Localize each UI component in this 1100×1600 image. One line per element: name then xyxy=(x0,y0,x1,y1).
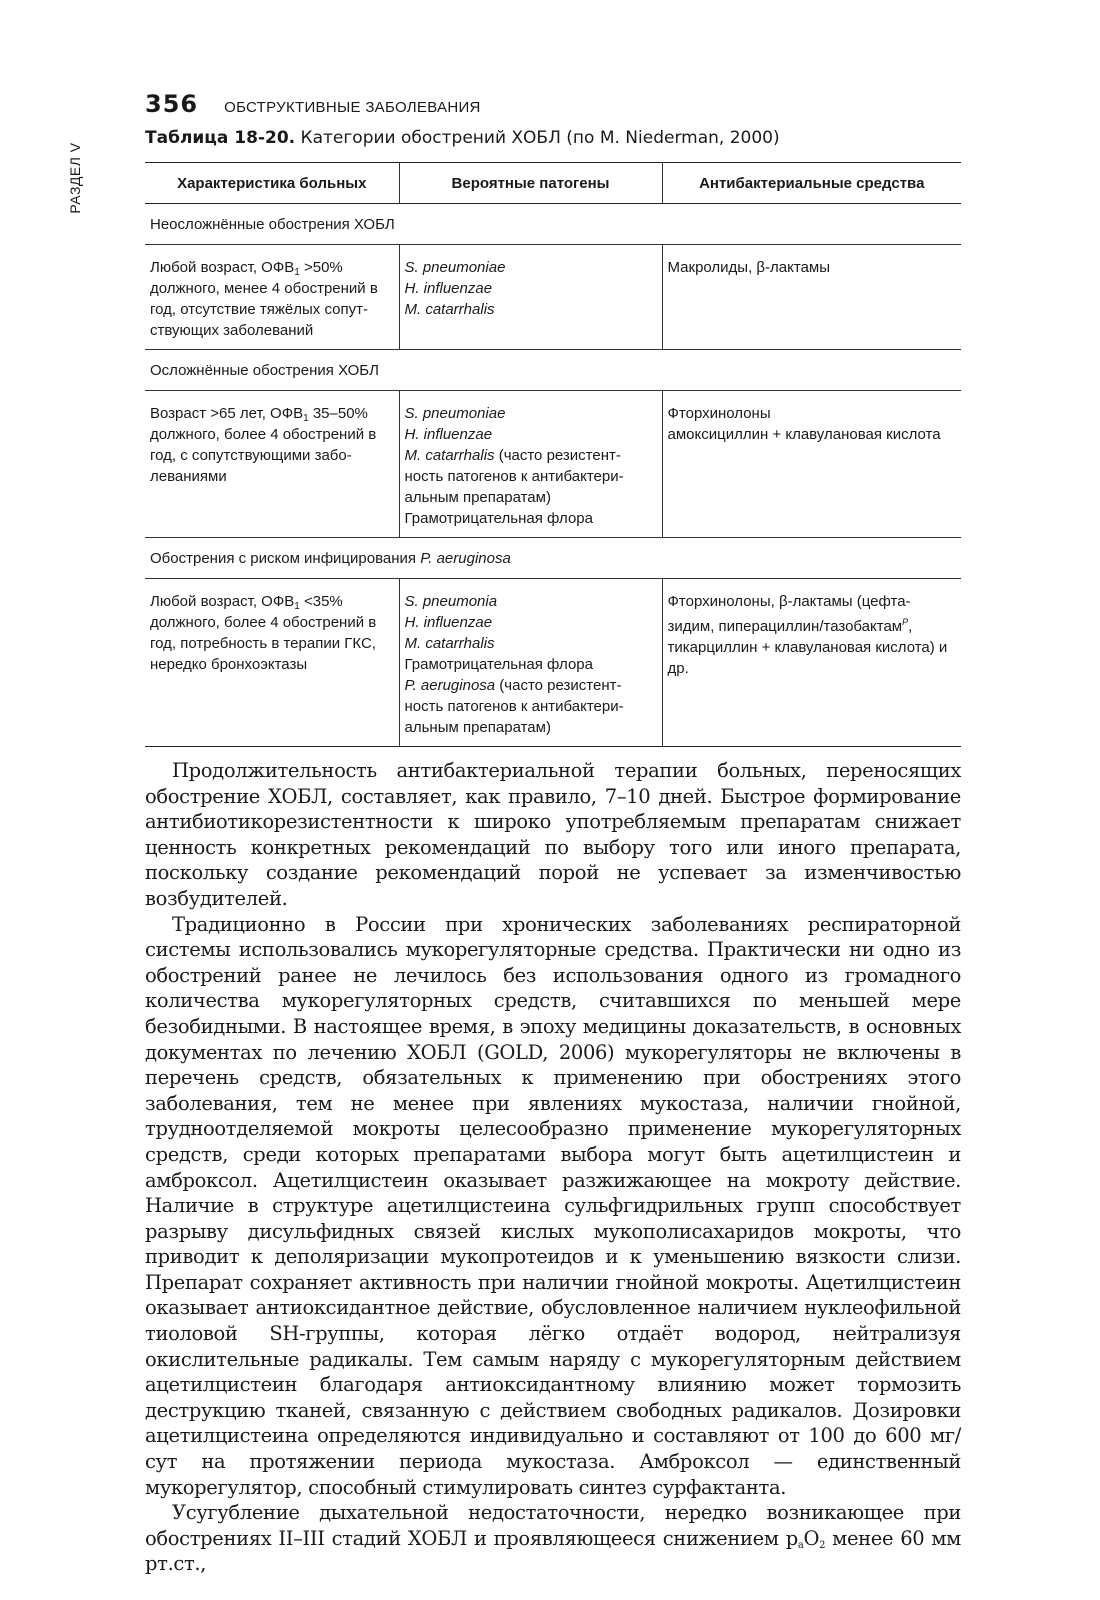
agents-cell: Фторхинолоны, β-лактамы (цефта-зидим, пиперациллин/тазобактам$^Р$, тикарциллин + клавулановая кислота) и др. xyxy=(662,579,961,747)
pathogen-item: M. catarrhalis (часто резистент-ность патогенов к антибактери-альным препаратам) xyxy=(404,447,624,506)
table-caption xyxy=(145,128,780,148)
pathogen-item: P. aeruginosa (часто резистент-ность патогенов к антибактери-альным препаратам) xyxy=(404,677,624,736)
pathogen-item: H. influenzae xyxy=(404,426,493,443)
paragraph: Усугубление дыхательной недостаточности, нередко возникающее при обострениях II–III стадий ХОБЛ и проявляющееся снижением $p_aO_2$ менее 60 мм рт.ст., xyxy=(145,1501,961,1576)
table-row xyxy=(145,391,961,538)
pathogen-item: Грамотрицательная флора xyxy=(404,510,593,527)
column-header: Антибактериальные средства xyxy=(662,163,961,204)
agents-cell: Фторхинолоны амоксициллин + клавулановая кислота xyxy=(662,391,961,538)
paragraph: Традиционно в России при хронических заболеваниях респираторной системы использовались мукорегуляторные средства. Практически ни одно из обострений ранее не лечилось без использования одного из громадного количества мукорегуляторных средств, считавшихся по меньшей мере безобидными. В настоящее время, в эпоху медицины доказательств, в основных документах по лечению ХОБЛ (GOLD, 2006) мукорегуляторы не включены в перечень средств, обязательных к применению при обострениях этого заболевания, тем не менее при явлениях мукостаза, наличии гнойной, трудноотделяемой мокроты целесообразно применение мукорегуляторных средств, среди которых препаратами выбора могут быть ацетилцистеин и амброксол. Ацетилцистеин оказывает разжижающее на мокроту действие. Наличие в структуре ацетилцистеина сульфгидрильных групп способствует разрыву дисульфидных связей кислых мукополисахаридов мокроты, что приводит к деполяризации мукопротеидов и к уменьшению вязкости слизи. Препарат сохраняет активность при наличии гнойной мокроты. Ацетилцистеин оказывает антиоксидантное действие, обусловленное наличием нуклеофильной тиоловой SH-группы, которая лёгко отдаёт водород, нейтрализуя окислительные радикалы. Тем самым наряду с мукорегуляторным действием ацетилцистеин благодаря антиоксидантному влиянию может тормозить деструкцию тканей, связанную с действием свободных радикалов. Дозировки ацетилцистеина определяются индивидуально и составляют от 100 до 600 мг/сут на протяжении периода мукостаза. Амброксол — единственный мукорегулятор, способный стимулировать синтез сурфактанта. xyxy=(145,912,961,1499)
column-header: Характеристика больных xyxy=(145,163,399,204)
table-header-row xyxy=(145,163,961,204)
patients-cell: Любой возраст, $ОФВ_1 <35\%$ должного, более 4 обострений в год, потребность в терапии ГКС, нередко бронхоэктазы xyxy=(145,579,399,747)
pathogen-item: Грамотрицательная флора xyxy=(404,656,593,673)
table-section-row xyxy=(145,538,961,579)
column-header: Вероятные патогены xyxy=(399,163,662,204)
section-title: Неосложнённые обострения ХОБЛ xyxy=(145,204,961,245)
agents-cell: Макролиды, β-лактамы xyxy=(662,245,961,350)
table-caption-text: Категории обострений ХОБЛ (по M. Niederman, 2000) xyxy=(300,128,780,148)
pathogens-cell xyxy=(399,391,662,538)
body-text xyxy=(145,758,961,1577)
table-section-row xyxy=(145,350,961,391)
pathogens-cell xyxy=(399,245,662,350)
running-title: ОБСТРУКТИВНЫЕ ЗАБОЛЕВАНИЯ xyxy=(224,99,481,116)
patients-cell: Любой возраст, $ОФВ_1 >50\%$ должного, менее 4 обострений в год, отсутствие тяжёлых сопут-ствующих заболеваний xyxy=(145,245,399,350)
table-row xyxy=(145,245,961,350)
pathogens-cell xyxy=(399,579,662,747)
section-title: Осложнённые обострения ХОБЛ xyxy=(145,350,961,391)
pathogen-item: S. pneumonia xyxy=(404,593,498,610)
page-number: 356 xyxy=(145,90,199,118)
paragraph: Продолжительность антибактериальной терапии больных, переносящих обострение ХОБЛ, составляет, как правило, 7–10 дней. Быстрое формирование антибиотикорезистентности к широко употребляемым препаратам снижает ценность конкретных рекомендаций по выбору того или иного препарата, поскольку создание рекомендаций порой не успевает за изменчивостью возбудителей. xyxy=(145,759,961,910)
table-row xyxy=(145,579,961,747)
page-header xyxy=(145,90,481,118)
registered-mark: Р xyxy=(902,617,909,627)
table-caption-label: Таблица 18-20. xyxy=(145,128,296,148)
pathogen-item: H. influenzae xyxy=(404,280,493,297)
patients-cell: Возраст >65 лет, $ОФВ_1$ 35–50% должного, более 4 обострений в год, с сопутствующими забо-леваниями xyxy=(145,391,399,538)
pathogen-item: S. pneumoniae xyxy=(404,259,506,276)
pathogen-item: M. catarrhalis xyxy=(404,635,495,652)
table-section-row xyxy=(145,204,961,245)
pathogen-item: S. pneumoniae xyxy=(404,405,506,422)
section-label: РАЗДЕЛ V xyxy=(67,142,83,214)
categories-table xyxy=(145,162,961,747)
pathogen-item: M. catarrhalis xyxy=(404,301,495,318)
pathogen-item: H. influenzae xyxy=(404,614,493,631)
section-title: Обострения с риском инфицирования P. aeruginosa xyxy=(145,538,961,579)
